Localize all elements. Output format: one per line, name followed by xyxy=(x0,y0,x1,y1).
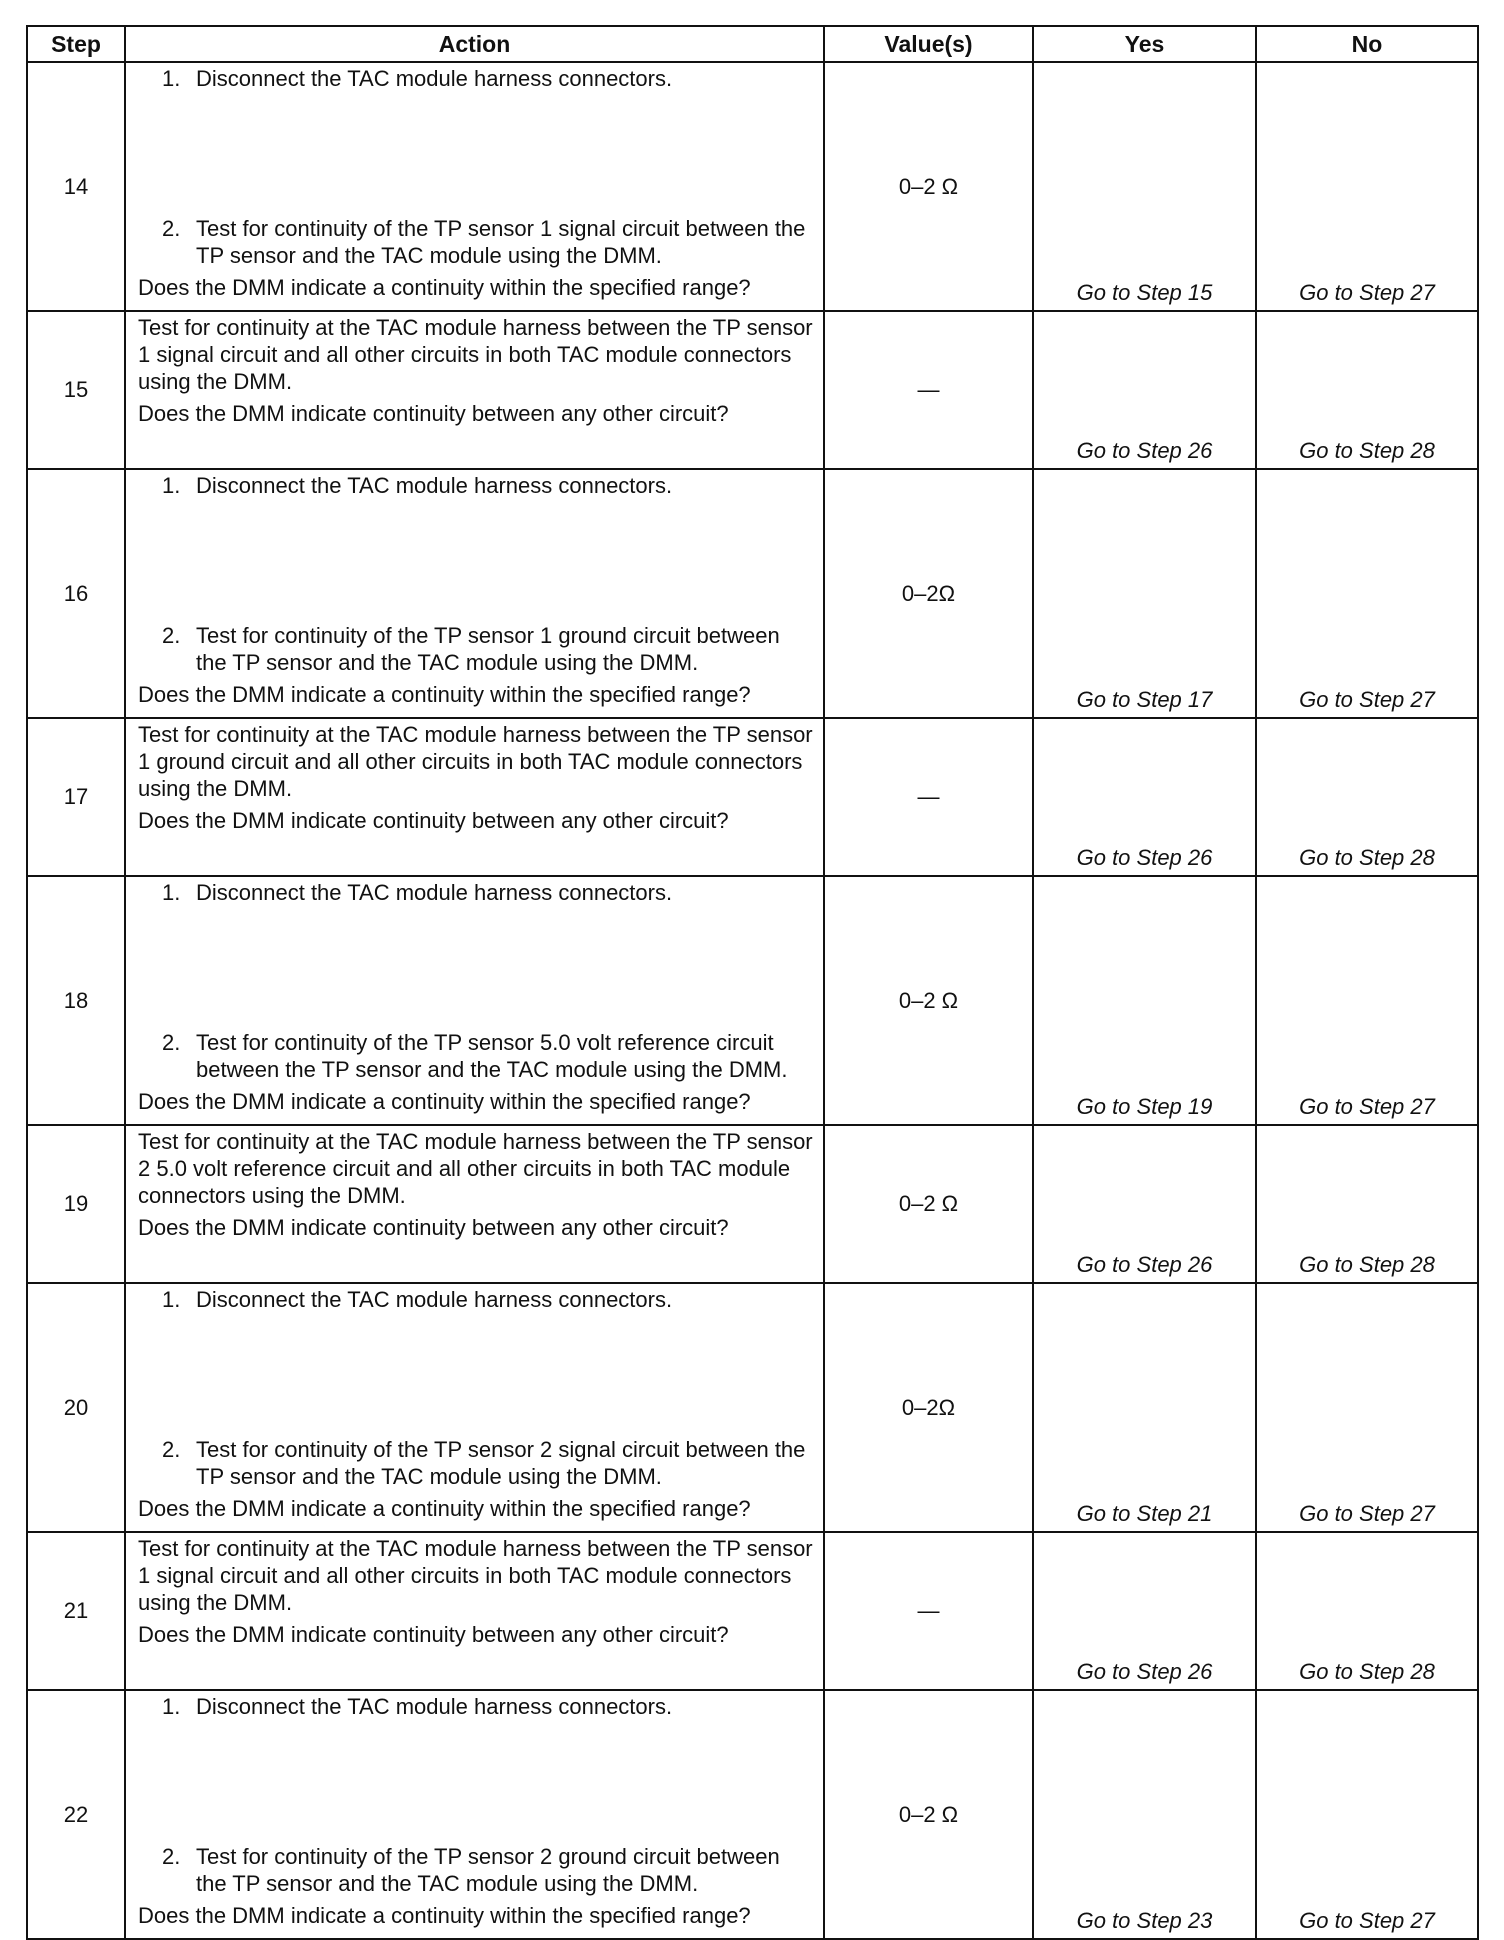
value-cell: 0–2 Ω xyxy=(824,62,1033,311)
step-number: 16 xyxy=(27,469,125,718)
item-text: Disconnect the TAC module harness connectors. xyxy=(196,66,673,91)
action-item xyxy=(138,1029,813,1083)
item-number: 2. xyxy=(162,623,181,648)
value-cell: — xyxy=(824,718,1033,876)
action-question: Does the DMM indicate a continuity within the specified range? xyxy=(138,275,751,300)
header-yes: Yes xyxy=(1033,26,1256,62)
table-row xyxy=(27,1690,1478,1939)
action-question: Does the DMM indicate continuity between any other circuit? xyxy=(138,1215,729,1240)
action-paragraph: Test for continuity at the TAC module harness between the TP sensor 1 ground circuit and all other circuits in both TAC module connectors using the DMM. xyxy=(138,722,813,801)
action-cell xyxy=(125,1690,824,1939)
action-cell xyxy=(125,1283,824,1532)
item-text: Test for continuity of the TP sensor 1 ground circuit between the TP sensor and the TAC module using the DMM. xyxy=(196,623,780,675)
action-paragraph: Test for continuity at the TAC module harness between the TP sensor 2 5.0 volt reference circuit and all other circuits in both TAC module connectors using the DMM. xyxy=(138,1129,813,1208)
no-outcome: Go to Step 28 xyxy=(1256,718,1478,876)
table-body xyxy=(27,62,1478,1939)
item-number: 2. xyxy=(162,216,181,241)
action-cell xyxy=(125,311,824,469)
no-outcome: Go to Step 28 xyxy=(1256,1125,1478,1283)
yes-outcome: Go to Step 19 xyxy=(1033,876,1256,1125)
action-cell xyxy=(125,1532,824,1690)
header-row xyxy=(27,26,1478,62)
diagnostic-table xyxy=(26,25,1479,1940)
action-paragraph: Test for continuity at the TAC module harness between the TP sensor 1 signal circuit and all other circuits in both TAC module connectors using the DMM. xyxy=(138,315,813,394)
no-outcome: Go to Step 27 xyxy=(1256,469,1478,718)
item-number: 2. xyxy=(162,1030,181,1055)
item-number: 2. xyxy=(162,1437,181,1462)
item-number: 1. xyxy=(162,1694,181,1719)
step-number: 14 xyxy=(27,62,125,311)
action-item xyxy=(138,1843,813,1897)
action-question: Does the DMM indicate continuity between any other circuit? xyxy=(138,1622,729,1647)
action-question: Does the DMM indicate a continuity within the specified range? xyxy=(138,1089,751,1114)
table-row xyxy=(27,311,1478,469)
action-item xyxy=(138,622,813,676)
header-step: Step xyxy=(27,26,125,62)
step-number: 18 xyxy=(27,876,125,1125)
no-outcome: Go to Step 27 xyxy=(1256,876,1478,1125)
action-question: Does the DMM indicate a continuity within the specified range? xyxy=(138,1903,751,1928)
item-text: Test for continuity of the TP sensor 2 ground circuit between the TP sensor and the TAC module using the DMM. xyxy=(196,1844,780,1896)
no-outcome: Go to Step 28 xyxy=(1256,1532,1478,1690)
item-text: Disconnect the TAC module harness connectors. xyxy=(196,1694,673,1719)
step-number: 22 xyxy=(27,1690,125,1939)
item-text: Disconnect the TAC module harness connectors. xyxy=(196,880,673,905)
action-cell xyxy=(125,469,824,718)
action-item xyxy=(138,879,813,906)
item-number: 1. xyxy=(162,880,181,905)
value-cell: — xyxy=(824,311,1033,469)
action-question: Does the DMM indicate a continuity within the specified range? xyxy=(138,1496,751,1521)
table-header xyxy=(27,26,1478,62)
action-question: Does the DMM indicate a continuity within the specified range? xyxy=(138,682,751,707)
table-row xyxy=(27,1125,1478,1283)
item-text: Test for continuity of the TP sensor 5.0 volt reference circuit between the TP sensor and the TAC module using the DMM. xyxy=(196,1030,788,1082)
item-text: Disconnect the TAC module harness connectors. xyxy=(196,473,673,498)
action-cell xyxy=(125,876,824,1125)
step-number: 21 xyxy=(27,1532,125,1690)
table-row xyxy=(27,469,1478,718)
value-cell: 0–2 Ω xyxy=(824,876,1033,1125)
no-outcome: Go to Step 27 xyxy=(1256,1283,1478,1532)
yes-outcome: Go to Step 26 xyxy=(1033,311,1256,469)
table-row xyxy=(27,1532,1478,1690)
item-text: Test for continuity of the TP sensor 2 signal circuit between the TP sensor and the TAC module using the DMM. xyxy=(196,1437,806,1489)
action-question: Does the DMM indicate continuity between any other circuit? xyxy=(138,401,729,426)
step-number: 20 xyxy=(27,1283,125,1532)
value-cell: 0–2 Ω xyxy=(824,1125,1033,1283)
action-item xyxy=(138,215,813,269)
yes-outcome: Go to Step 26 xyxy=(1033,1532,1256,1690)
header-no: No xyxy=(1256,26,1478,62)
yes-outcome: Go to Step 15 xyxy=(1033,62,1256,311)
action-paragraph: Test for continuity at the TAC module harness between the TP sensor 1 signal circuit and all other circuits in both TAC module connectors using the DMM. xyxy=(138,1536,813,1615)
item-number: 2. xyxy=(162,1844,181,1869)
item-text: Disconnect the TAC module harness connectors. xyxy=(196,1287,673,1312)
yes-outcome: Go to Step 23 xyxy=(1033,1690,1256,1939)
table-row xyxy=(27,718,1478,876)
value-cell: 0–2Ω xyxy=(824,469,1033,718)
item-number: 1. xyxy=(162,66,181,91)
value-cell: — xyxy=(824,1532,1033,1690)
no-outcome: Go to Step 27 xyxy=(1256,1690,1478,1939)
yes-outcome: Go to Step 17 xyxy=(1033,469,1256,718)
header-action: Action xyxy=(125,26,824,62)
action-cell xyxy=(125,718,824,876)
value-cell: 0–2 Ω xyxy=(824,1690,1033,1939)
action-cell xyxy=(125,1125,824,1283)
yes-outcome: Go to Step 21 xyxy=(1033,1283,1256,1532)
header-values: Value(s) xyxy=(824,26,1033,62)
table-row xyxy=(27,876,1478,1125)
action-item xyxy=(138,1436,813,1490)
no-outcome: Go to Step 28 xyxy=(1256,311,1478,469)
yes-outcome: Go to Step 26 xyxy=(1033,1125,1256,1283)
no-outcome: Go to Step 27 xyxy=(1256,62,1478,311)
table-row xyxy=(27,1283,1478,1532)
item-text: Test for continuity of the TP sensor 1 signal circuit between the TP sensor and the TAC module using the DMM. xyxy=(196,216,806,268)
action-item xyxy=(138,1286,813,1313)
step-number: 15 xyxy=(27,311,125,469)
action-cell xyxy=(125,62,824,311)
value-cell: 0–2Ω xyxy=(824,1283,1033,1532)
item-number: 1. xyxy=(162,473,181,498)
action-question: Does the DMM indicate continuity between any other circuit? xyxy=(138,808,729,833)
yes-outcome: Go to Step 26 xyxy=(1033,718,1256,876)
step-number: 17 xyxy=(27,718,125,876)
item-number: 1. xyxy=(162,1287,181,1312)
table-row xyxy=(27,62,1478,311)
action-item xyxy=(138,472,813,499)
action-item xyxy=(138,65,813,92)
step-number: 19 xyxy=(27,1125,125,1283)
action-item xyxy=(138,1693,813,1720)
